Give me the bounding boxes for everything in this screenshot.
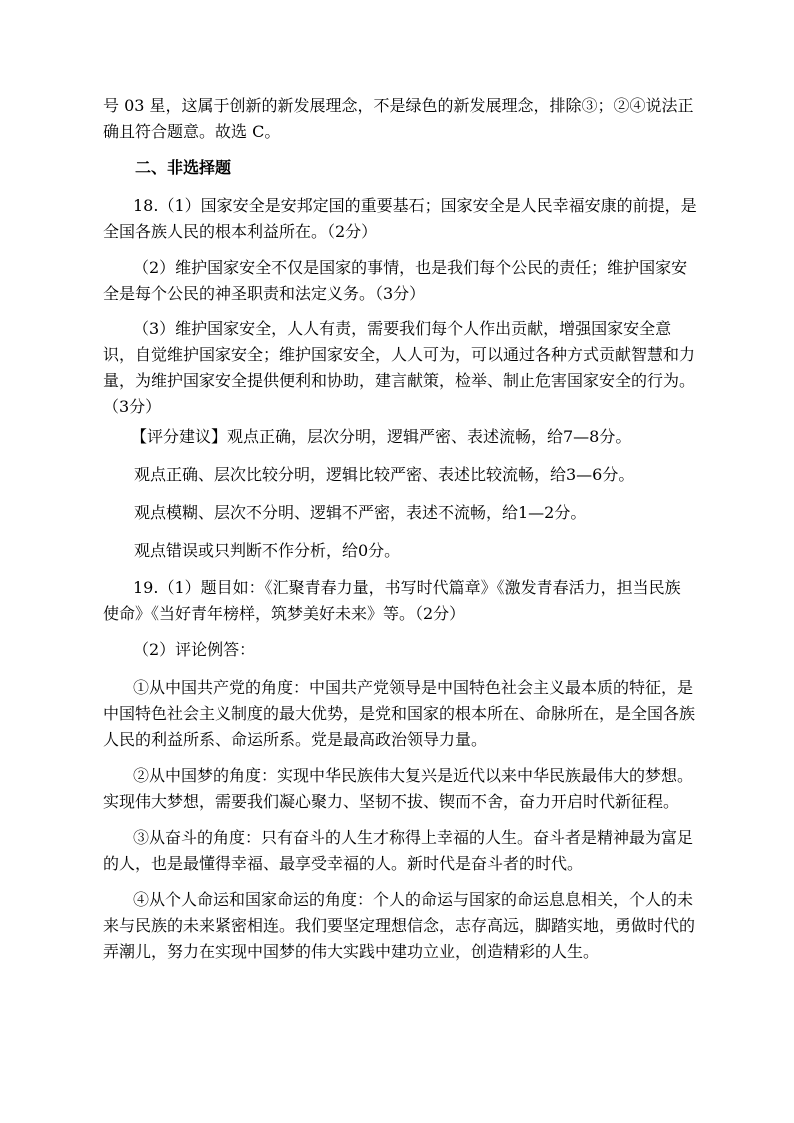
scoring-note-2: 观点正确、层次比较分明，逻辑比较严密、表述比较流畅，给3—6分。: [134, 465, 635, 484]
text-line: 识，自觉维护国家安全；维护国家安全，人人可为，可以通过各种方式贡献智慧和力: [103, 345, 696, 364]
text-line: 量，为维护国家安全提供便利和协助，建言献策，检举、制止危害国家安全的行为。: [103, 371, 696, 390]
text-line: ①从中国共产党的角度：中国共产党领导是中国特色社会主义最本质的特征，是: [133, 678, 694, 697]
text-line: （3分）: [103, 397, 162, 416]
text-line: 确且符合题意。故选 C。: [103, 122, 281, 141]
text-line: 实现伟大梦想，需要我们凝心聚力、坚韧不拔、锲而不舍，奋力开启时代新征程。: [103, 792, 680, 811]
q19-answer-d: [103, 887, 694, 965]
text-line: 弄潮儿，努力在实现中国梦的伟大实践中建功立业，创造精彩的人生。: [103, 942, 600, 961]
text-line: 19.（1）题目如：《汇聚青春力量，书写时代篇章》《激发青春活力，担当民族: [133, 578, 681, 597]
text-line: ③从奋斗的角度：只有奋斗的人生才称得上幸福的人生。奋斗者是精神最为富足: [133, 828, 694, 847]
q19-part1: [103, 575, 694, 627]
text-line: 使命》《当好青年榜样，筑梦美好未来》等。（2分）: [103, 604, 466, 623]
intro-paragraph: [103, 93, 694, 145]
text-line: 来与民族的未来紧密相连。我们要坚定理想信念，志存高远，脚踏实地，勇做时代的: [103, 916, 696, 935]
text-line: ②从中国梦的角度：实现中华民族伟大复兴是近代以来中华民族最伟大的梦想。: [133, 766, 694, 785]
scoring-note-3: 观点模糊、层次不分明、逻辑不严密，表述不流畅，给1—2分。: [134, 503, 587, 522]
q18-part1: [103, 193, 697, 245]
text-line: （3）维护国家安全，人人有责，需要我们每个人作出贡献，增强国家安全意: [133, 319, 672, 338]
scoring-note-4: 观点错误或只判断不作分析，给0分。: [134, 541, 401, 560]
text-line: 的人，也是最懂得幸福、最享受幸福的人。新时代是奋斗者的时代。: [103, 854, 584, 873]
text-line: 全国各族人民的根本利益所在。（2分）: [103, 222, 378, 241]
q19-answer-c: [103, 825, 694, 877]
scoring-note-1: 【评分建议】观点正确，层次分明，逻辑严密、表述流畅，给7—8分。: [131, 427, 632, 446]
text-line: 18.（1）国家安全是安邦定国的重要基石；国家安全是人民幸福安康的前提，是: [133, 196, 697, 215]
text-line: 号 03 星，这属于创新的新发展理念，不是绿色的新发展理念，排除③；②④说法正: [103, 96, 694, 115]
q18-part3: [103, 316, 694, 420]
text-line: ④从个人命运和国家命运的角度：个人的命运与国家的命运息息相关，个人的未: [133, 890, 694, 909]
text-line: 人民的利益所系、命运所系。党是最高政治领导力量。: [103, 730, 488, 749]
section-heading: 二、非选择题: [135, 158, 232, 177]
text-line: （2）维护国家安全不仅是国家的事情，也是我们每个公民的责任；维护国家安: [133, 258, 688, 277]
q18-part2: [103, 255, 694, 307]
q19-answer-b: [103, 763, 694, 815]
q19-answer-a: [103, 675, 694, 753]
q19-part2-heading: （2）评论例答：: [133, 640, 256, 659]
text-line: 全是每个公民的神圣职责和法定义务。（3分）: [103, 284, 426, 303]
text-line: 中国特色社会主义制度的最大优势，是党和国家的根本所在、命脉所在，是全国各族: [103, 704, 696, 723]
